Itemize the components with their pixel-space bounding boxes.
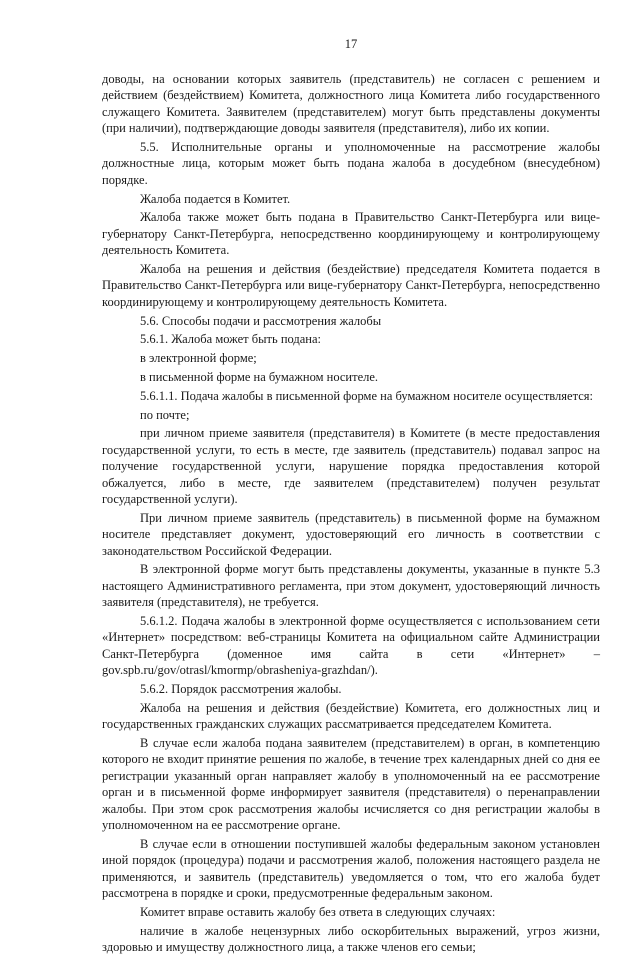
paragraph: Комитет вправе оставить жалобу без ответа в следующих случаях: — [140, 904, 496, 919]
document-body — [102, 71, 600, 956]
paragraph: Жалоба на решения и действия (бездействие) Комитета, его должностных лиц и государственных гражданских служащих рассматривается председателем Комитета. — [102, 700, 600, 732]
paragraph: при личном приеме заявителя (представителя) в Комитете (в месте предоставления государственной услуги, то есть в месте, где заявитель (представитель) подавал запрос на получение государственной услуги, нарушение порядка предоставления которой обжалуется, либо в месте, где заявителем (представителем) получен результат государственной услуги). — [102, 426, 600, 507]
paragraph: 5.5. Исполнительные органы и уполномоченные на рассмотрение жалобы должностные лица, которым может быть подана жалоба в досудебном (внесудебном) порядке. — [102, 140, 600, 187]
paragraph: В электронной форме могут быть представлены документы, указанные в пункте 5.3 настоящего Административного регламента, при этом документ, удостоверяющий личность заявителя (представителя), не требуется. — [102, 562, 600, 610]
paragraph: 5.6. Способы подачи и рассмотрения жалобы — [140, 313, 382, 328]
paragraph: наличие в жалобе нецензурных либо оскорбительных выражений, угроз жизни, здоровью и имуществу должностного лица, а также членов его семьи; — [102, 923, 600, 955]
paragraph: в электронной форме; — [140, 351, 257, 366]
page-number: 17 — [344, 37, 358, 51]
paragraph: 5.6.2. Порядок рассмотрения жалобы. — [140, 682, 342, 697]
paragraph: В случае если в отношении поступившей жалобы федеральным законом установлен иной порядок (процедура) подачи и рассмотрения жалоб, положения настоящего раздела не применяются, и заявитель (представитель) уведомляется о том, что его жалоба будет рассмотрена в порядке и сроки, предусмотренные федеральным законом. — [102, 836, 600, 901]
paragraph: 5.6.1.1. Подача жалобы в письменной форме на бумажном носителе осуществляется: — [140, 388, 593, 403]
paragraph: В случае если жалоба подана заявителем (представителем) в орган, в компетенцию которого не входит принятие решения по жалобе, в течение трех календарных дней со дня ее регистрации указанный орган направляет жалобу в уполномоченный на ее рассмотрение орган и в письменной форме информирует заявителя (представителя) о перенаправлении жалобы. При этом срок рассмотрения жалобы исчисляется со дня регистрации жалобы в уполномоченном на ее рассмотрение органе. — [102, 736, 600, 833]
paragraph: доводы, на основании которых заявитель (представитель) не согласен с решением и действием (бездействием) Комитета, должностного лица Комитета либо государственного служащего Комитета. Заявителем (представителем) могут быть представлены документы (при наличии), подтверждающие доводы заявителя (представителя), либо их копии. — [102, 72, 600, 136]
paragraph: в письменной форме на бумажном носителе. — [140, 370, 379, 385]
paragraph: Жалоба на решения и действия (бездействие) председателя Комитета подается в Правительство Санкт-Петербурга или вице-губернатору Санкт-Петербурга, непосредственно координирующему и контролирующему деятельность Комитета. — [102, 262, 600, 309]
paragraph: Жалоба подается в Комитет. — [140, 191, 291, 206]
paragraph: 5.6.1.2. Подача жалобы в электронной форме осуществляется с использованием сети «Интернет» посредством: веб-страницы Комитета на официальном сайте Администрации Санкт-Петербурга (доменное имя сайта в сети «Интернет» – gov.spb.ru/gov/otrasl/kmormp/obrasheniya-grazhdan/). — [102, 614, 600, 678]
paragraph: по почте; — [140, 407, 190, 422]
paragraph: При личном приеме заявитель (представитель) в письменной форме на бумажном носителе представляет документ, удостоверяющий его личность в соответствии с законодательством Российской Федерации. — [102, 510, 600, 558]
paragraph: 5.6.1. Жалоба может быть подана: — [140, 332, 322, 347]
paragraph: Жалоба также может быть подана в Правительство Санкт-Петербурга или вице-губернатору Санкт-Петербурга, непосредственно координирующему и контролирующему деятельность Комитета. — [102, 210, 600, 258]
